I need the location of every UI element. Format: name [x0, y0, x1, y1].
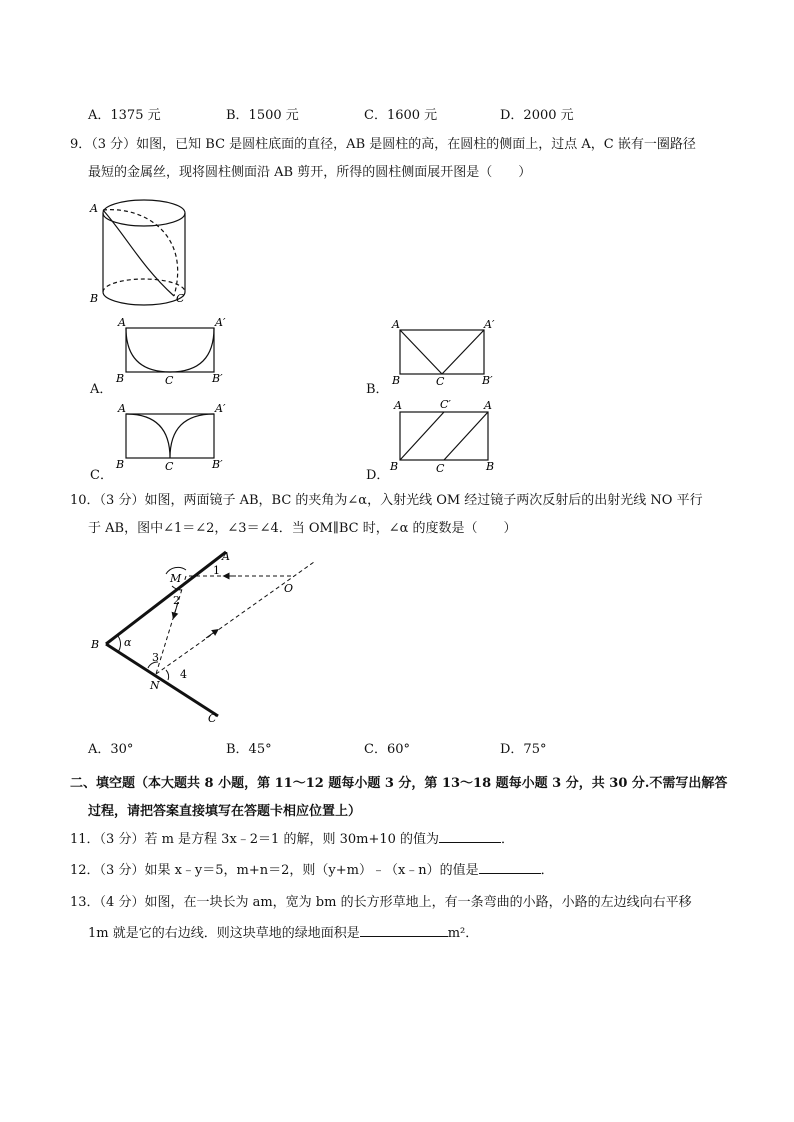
option-d-figure: [386, 396, 506, 474]
q9-option-d: D．: [366, 468, 390, 483]
q10-label-b: B: [91, 638, 100, 651]
q10-label-c: C: [208, 712, 217, 725]
q12: [70, 861, 554, 880]
b-label-c: C: [436, 375, 445, 386]
cyl-label-c: C: [176, 292, 185, 305]
q10-label-3: 3: [152, 651, 159, 664]
q9-option-c: C．: [90, 468, 113, 483]
q10-label-4: 4: [180, 668, 187, 681]
q9-option-a: A．: [90, 382, 113, 397]
q10-label-a: A: [222, 550, 230, 563]
c-label-ap: A′: [215, 402, 226, 415]
q10-option-b: B．45°: [226, 742, 272, 757]
q13-line2: [88, 924, 478, 943]
d-label-b: B: [390, 460, 399, 473]
d-label-cp: C′: [440, 398, 451, 411]
option-c-figure: [112, 398, 232, 472]
a-label-bp: B′: [212, 372, 223, 385]
q10-option-d: D．75°: [500, 742, 547, 757]
section-2-heading-line1: 二、填空题（本大题共 8 小题，第 11～12 题每小题 3 分，第 13～18 题每小题 3 分，共 30 分.不需写出解答: [70, 776, 728, 791]
q8-option-c: C．1600 元: [364, 108, 438, 123]
cylinder-figure: [86, 196, 196, 308]
q12-end: ．: [540, 863, 554, 878]
c-label-bp: B′: [212, 458, 223, 471]
q10-option-c: C．60°: [364, 742, 410, 757]
cyl-label-a: A: [90, 202, 98, 215]
cyl-label-b: B: [90, 292, 99, 305]
c-label-a: A: [118, 402, 126, 415]
q9-option-b: B．: [366, 382, 389, 397]
c-label-b: B: [116, 458, 125, 471]
d-label-b2: B: [486, 460, 495, 473]
mirror-figure: [86, 544, 326, 728]
a-label-a: A: [118, 316, 126, 329]
q10-label-m: M: [170, 572, 182, 585]
q13-answer-blank[interactable]: [360, 924, 448, 937]
q12-text: 12．（3 分）如果 x﹣y＝5，m+n＝2，则（y+m）﹣（x﹣n）的值是: [70, 863, 479, 878]
d-label-a: A: [394, 399, 402, 412]
q8-option-b: B．1500 元: [226, 108, 299, 123]
q13-unit: m²．: [447, 926, 479, 941]
q11-end: ．: [501, 832, 515, 847]
q10-option-a: A．30°: [88, 742, 134, 757]
q11-answer-blank[interactable]: [439, 830, 501, 843]
d-label-c: C: [436, 462, 445, 474]
q8-option-d: D．2000 元: [500, 108, 574, 123]
q10-label-n: N: [150, 679, 160, 692]
q10-label-2: 2: [173, 594, 180, 607]
c-label-c: C: [165, 460, 174, 472]
q9-line1: 9．（3 分）如图，已知 BC 是圆柱底面的直径，AB 是圆柱的高，在圆柱的侧面上，过点 A，C 嵌有一圈路径: [70, 137, 696, 152]
q8-option-a: A．1375 元: [88, 108, 161, 123]
b-label-b: B: [392, 374, 401, 386]
a-label-ap: A′: [215, 316, 226, 329]
a-label-c: C: [165, 374, 174, 386]
option-a-figure: [112, 314, 232, 386]
q9-line2: 最短的金属丝，现将圆柱侧面沿 AB 剪开，所得的圆柱侧面展开图是（ ）: [88, 165, 532, 180]
section-2-heading-line2: 过程，请把答案直接填写在答题卡相应位置上）: [88, 804, 362, 819]
q10-line2: 于 AB，图中∠1＝∠2，∠3＝∠4．当 OM∥BC 时，∠α 的度数是（ ）: [88, 521, 517, 536]
b-label-bp: B′: [482, 374, 493, 386]
option-b-figure: [386, 314, 506, 386]
q10-label-1: 1: [213, 564, 220, 577]
q11-text: 11．（3 分）若 m 是方程 3x﹣2＝1 的解，则 30m+10 的值为: [70, 832, 440, 847]
q13-line1: 13．（4 分）如图，在一块长为 am，宽为 bm 的长方形草地上，有一条弯曲的小路，小路的左边线向右平移: [70, 895, 692, 910]
q12-answer-blank[interactable]: [479, 861, 541, 874]
a-label-b: B: [116, 372, 125, 385]
b-label-a: A: [392, 318, 400, 331]
q10-label-o: O: [284, 582, 294, 595]
q10-line1: 10．（3 分）如图，两面镜子 AB，BC 的夹角为∠α，入射光线 OM 经过镜子两次反射后的出射光线 NO 平行: [70, 493, 703, 508]
q13-text: 1m 就是它的右边线．则这块草地的绿地面积是: [88, 926, 360, 941]
d-label-a2: A: [484, 399, 492, 412]
b-label-ap: A′: [484, 318, 495, 331]
q11: [70, 830, 514, 849]
q10-label-alpha: α: [124, 636, 132, 649]
